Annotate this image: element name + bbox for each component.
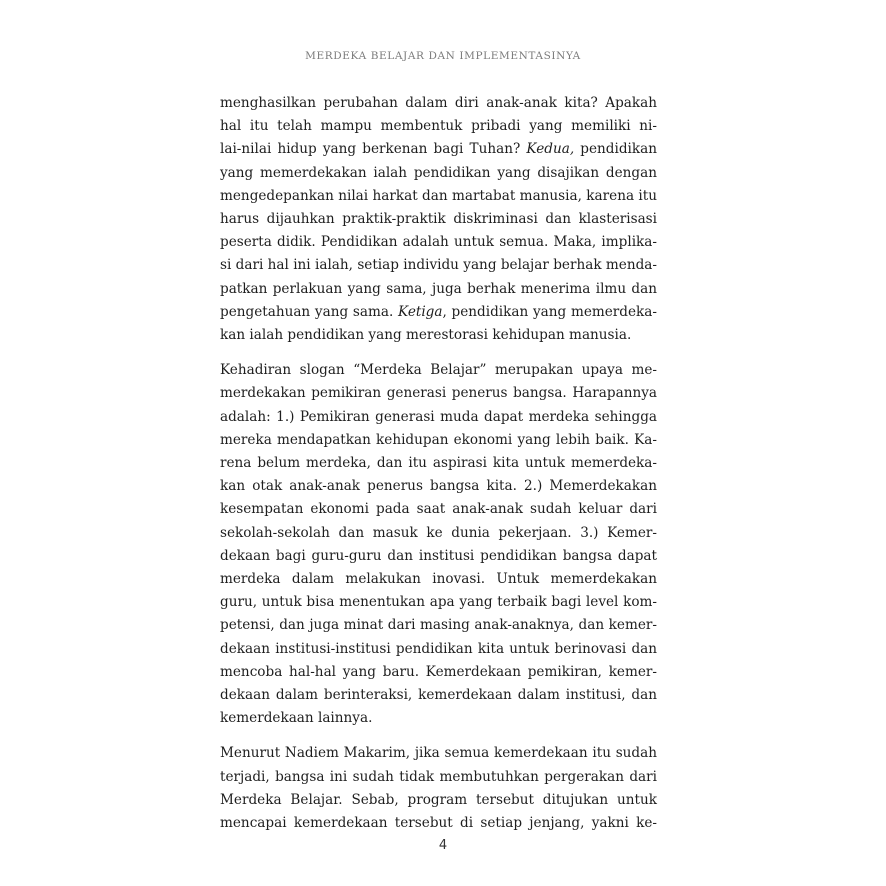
text-run: pendidikan [574, 141, 657, 158]
text-line [220, 324, 657, 347]
text-run: lai-nilai hidup yang berkenan bagi Tuhan? [220, 141, 527, 158]
text-line [220, 92, 657, 115]
text-line [220, 254, 657, 277]
text-line [220, 498, 657, 521]
text-run: pengetahuan yang sama. [220, 303, 399, 320]
text-run: peserta didik. Pendidikan adalah untuk semua. Maka, implika- [220, 234, 657, 251]
text-run: kan otak anak-anak penerus bangsa kita. 2.) Memerdekakan [220, 478, 657, 495]
body-text [220, 92, 657, 847]
text-line [220, 452, 657, 475]
text-run: dekaan bagi guru-guru dan institusi pendidikan bangsa dapat [220, 547, 657, 564]
text-line [220, 301, 657, 324]
text-run: kan ialah pendidikan yang merestorasi kehidupan manusia. [220, 327, 632, 344]
text-line [220, 208, 657, 231]
text-run: dekaan dalam berinteraksi, kemerdekaan dalam institusi, dan [220, 687, 657, 704]
text-line [220, 812, 657, 835]
text-line [220, 359, 657, 382]
text-run: mereka mendapatkan kehidupan ekonomi yang lebih baik. Ka- [220, 431, 657, 448]
text-run: kemerdekaan lainnya. [220, 710, 373, 727]
text-line [220, 429, 657, 452]
text-line [220, 707, 657, 730]
text-line [220, 545, 657, 568]
text-run: adalah: 1.) Pemikiran generasi muda dapat merdeka sehingga [220, 408, 657, 425]
text-line [220, 231, 657, 254]
text-run: petensi, dan juga minat dari masing anak-anaknya, dan kemer- [220, 617, 657, 634]
text-line [220, 382, 657, 405]
paragraph [220, 359, 657, 730]
text-run: Menurut Nadiem Makarim, jika semua kemerdekaan itu sudah [220, 745, 657, 762]
text-run: menghasilkan perubahan dalam diri anak-anak kita? Apakah [220, 95, 657, 111]
text-line [220, 475, 657, 498]
text-run: dekaan institusi-institusi pendidikan kita untuk berinovasi dan [220, 640, 657, 657]
text-run: , pendidikan yang memerdeka- [442, 303, 657, 320]
page-number: 4 [438, 838, 448, 853]
text-line [220, 591, 657, 614]
text-run: patkan perlakuan yang sama, juga berhak menerima ilmu dan [220, 280, 657, 297]
emphasis-run: Ketiga [398, 303, 443, 320]
text-line [220, 162, 657, 185]
text-run: Merdeka Belajar. Sebab, program tersebut ditujukan untuk [220, 791, 657, 808]
text-line [220, 766, 657, 789]
text-line [220, 115, 657, 138]
text-run: kesempatan ekonomi pada saat anak-anak sudah keluar dari [220, 501, 657, 518]
text-run: Kehadiran slogan “Merdeka Belajar” merupakan upaya me- [220, 362, 657, 379]
running-header: MERDEKA BELAJAR DAN IMPLEMENTASINYA [305, 50, 581, 62]
text-run: terjadi, bangsa ini sudah tidak membutuhkan pergerakan dari [220, 768, 657, 785]
paragraph [220, 742, 657, 835]
text-line [220, 742, 657, 765]
text-run: harus dijauhkan praktik-praktik diskriminasi dan klasterisasi [220, 211, 657, 228]
text-run: merdeka dalam melakukan inovasi. Untuk memerdekakan [220, 571, 657, 588]
text-line [220, 138, 657, 161]
text-line [220, 614, 657, 637]
text-run: yang memerdekakan ialah pendidikan yang disajikan dengan [220, 164, 657, 181]
text-line [220, 789, 657, 812]
text-run: hal itu telah mampu membentuk pribadi yang memiliki ni- [220, 118, 657, 135]
text-run: guru, untuk bisa menentukan apa yang terbaik bagi level kom- [220, 594, 657, 611]
text-line [220, 522, 657, 545]
text-line [220, 661, 657, 684]
emphasis-run: Kedua, [526, 141, 575, 158]
text-line [220, 638, 657, 661]
text-run: rena belum merdeka, dan itu aspirasi kita untuk memerdeka- [220, 455, 657, 472]
text-run: sekolah-sekolah dan masuk ke dunia pekerjaan. 3.) Kemer- [220, 524, 657, 541]
text-run: merdekakan pemikiran generasi penerus bangsa. Harapannya [220, 385, 657, 402]
text-line [220, 278, 657, 301]
text-line [220, 684, 657, 707]
text-line [220, 406, 657, 429]
text-run: si dari hal ini ialah, setiap individu yang belajar berhak menda- [220, 257, 657, 274]
text-line [220, 185, 657, 208]
text-run: mencapai kemerdekaan tersebut di setiap jenjang, yakni ke- [220, 815, 657, 832]
text-run: mengedepankan nilai harkat dan martabat manusia, karena itu [220, 187, 657, 204]
text-run: mencoba hal-hal yang baru. Kemerdekaan pemikiran, kemer- [220, 663, 657, 680]
paragraph [220, 92, 657, 347]
text-line [220, 568, 657, 591]
